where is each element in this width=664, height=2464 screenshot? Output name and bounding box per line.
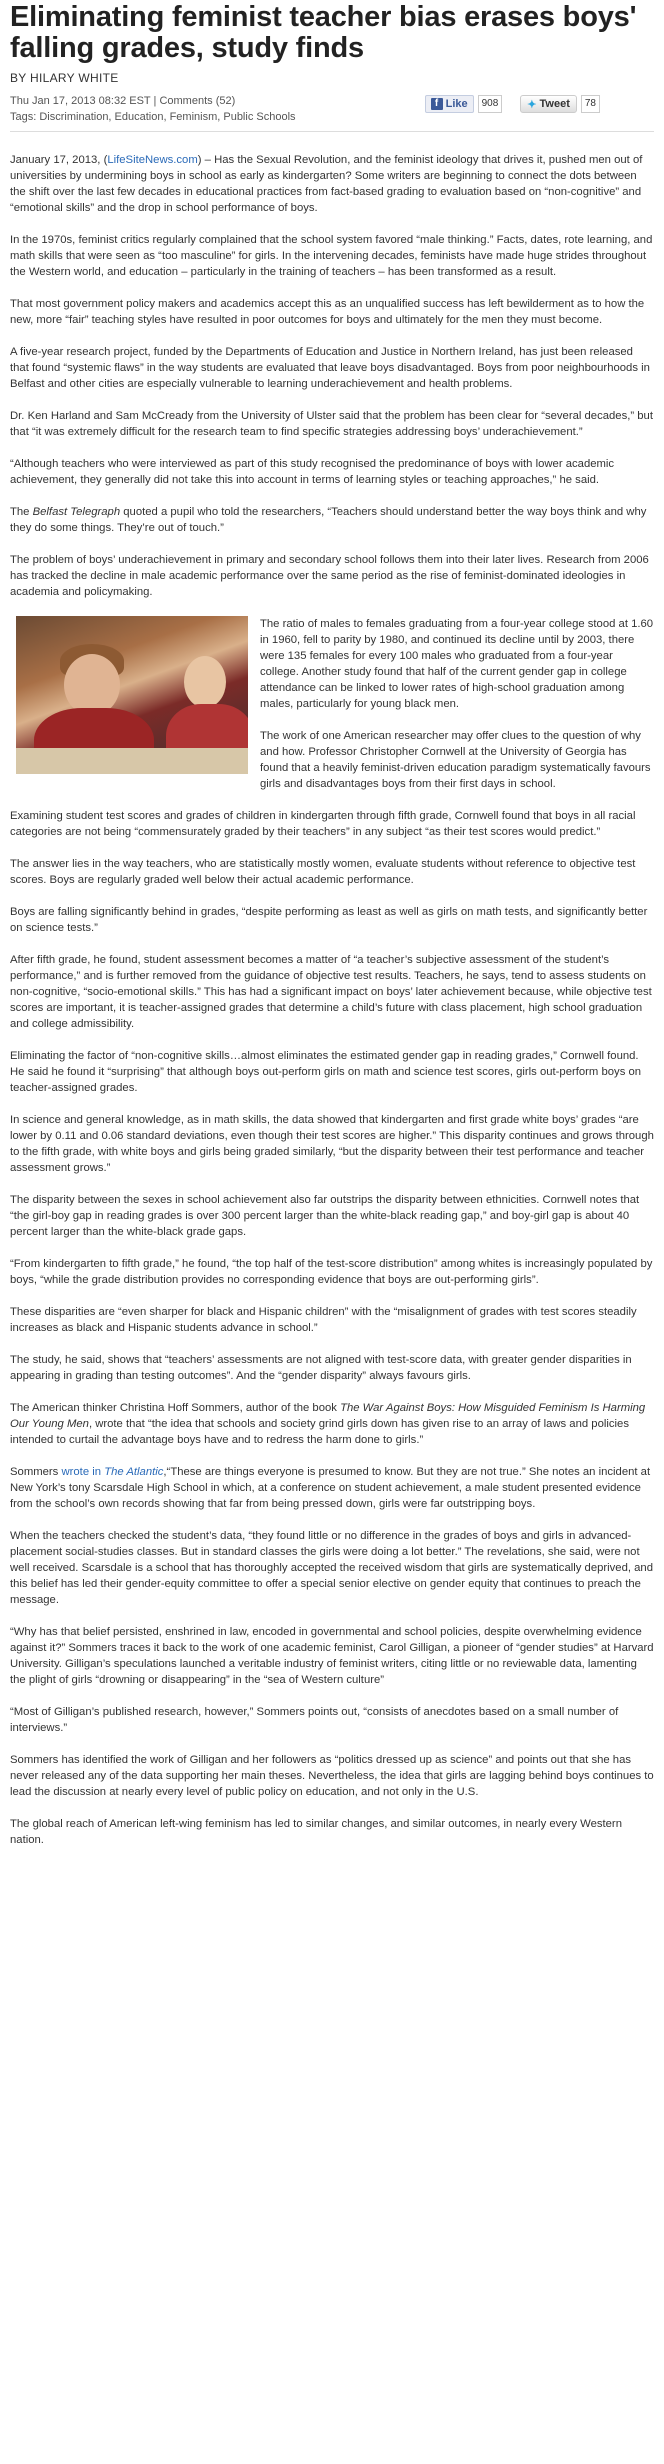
paragraph-14: After fifth grade, he found, student assessment becomes a matter of “a teacher’s subjective assessment of the student’s performance,” and is further removed from the guidance of objective test results. Teachers, he says, tend to assess students on non-cognitive, “socio-emotional skills.” This has had a significant impact on boys’ later achievement because, while objective test scores are important, it is teacher-assigned grades that determine a child’s future with class placement, high school graduation and college admissibility. [10, 954, 652, 1030]
paragraph-16: In science and general knowledge, as in math skills, the data showed that kindergarten and first grade white boys’ grades “are lower by 0.11 and 0.06 standard deviations, even though their test scores are higher.” This disparity continues and grows through to the fifth grade, with white boys and girls being graded similarly, “but the disparity between their test performance and teacher assessment grows.” [10, 1114, 654, 1174]
facebook-like-button[interactable] [425, 95, 474, 113]
paragraph-13: Boys are falling significantly behind in grades, “despite performing as least as well as girls on math tests, and significantly better on science tests.” [10, 906, 648, 934]
paragraph-10: The work of one American researcher may offer clues to the question of why and how. Professor Christopher Cornwell at the University of Georgia has found that a heavily feminist-driven education paradigm systematically favours girls and disadvantages boys from their first days in school. [260, 730, 651, 790]
paragraph-5: Dr. Ken Harland and Sam McCready from the University of Ulster said that the problem has been clear for “several decades,” but that “it was extremely difficult for the research team to find specific strategies addressing boys’ underachievement.” [10, 410, 653, 438]
atlantic-link-text: wrote in [61, 1466, 105, 1478]
tweet-button[interactable] [520, 95, 577, 113]
paragraph-9: The ratio of males to females graduating from a four-year college stood at 1.60 in 1960, fell to parity by 1980, and continued its decline until by 2003, there were 135 females for every 100 males who graduated from a four-year college. Another study found that half of the current gender gap in college attendance can be linked to lower rates of high-school graduation among males, particularly for young black men. [260, 618, 654, 710]
book-title: The War Against Boys: How Misguided Feminism Is Harming Our Young Men [10, 1402, 646, 1430]
classroom-photo [16, 616, 248, 774]
paragraph-19: These disparities are “even sharper for black and Hispanic children” with the “misalignment of grades with test scores steadily increases as black and Hispanic students advance in school.” [10, 1306, 637, 1334]
paragraph-17: The disparity between the sexes in school achievement also far outstrips the disparity between ethnicities. Cornwell notes that “the girl-boy gap in reading grades is over 300 percent larger than the white-black reading gap,” and boy-girl gap is about 40 percent larger than the white-black grade gaps. [10, 1194, 640, 1238]
article-title: Eliminating feminist teacher bias erases boys' falling grades, study finds [10, 1, 637, 64]
paragraph-3: That most government policy makers and academics accept this as an unqualified success has left bewilderment as to how the new, more “fair” teaching styles have resulted in poor outcomes for boys and ultimately for the men they must become. [10, 298, 645, 326]
belfast-telegraph-title: Belfast Telegraph [32, 506, 121, 518]
like-label: Like [445, 98, 468, 110]
p22-text: Sommers [10, 1466, 62, 1478]
paragraph-24: “Why has that belief persisted, enshrined in law, encoded in governmental and school policies, despite overwhelming evidence against it?” Sommers traces it back to the work of one academic feminist, Carol Gilligan, a pioneer of “gender studies” at Harvard University. Gilligan’s speculations launched a veritable industry of feminist writers, citing little or no reviewable data, lamenting the plight of girls “drowning or disappearing” in the “sea of Western culture” [10, 1626, 654, 1686]
p7-text-cont: quoted a pupil who told the researchers, “Teachers should understand better the way boys think and why they do some things. They’re out of touch.” [10, 506, 647, 534]
p21-text-cont: , wrote that “the idea that schools and society grind girls down has given rise to an array of laws and policies intended to curtail the advantage boys have and to redress the harm done to girls.” [10, 1418, 629, 1446]
paragraph-21 [10, 1400, 654, 1448]
p1-text: January 17, 2013, ( [10, 154, 108, 166]
paragraph-6: “Although teachers who were interviewed as part of this study recognised the predominance of boys with lower academic achievement, they generally did not take this into account in terms of learning styles or teaching approaches,” he said. [10, 458, 615, 486]
paragraph-23: When the teachers checked the student’s data, “they found little or no difference in the grades of boys and girls in advanced-placement social-studies classes. But in standard classes the girls were doing a lot better.” The revelations, she said, were not well received. Scarsdale is a school that has thoroughly accepted the received wisdom that girls are systematically deprived, and this belief has led their gender-equity committee to offer a special senior elective on gender equity that continues to preach the message. [10, 1530, 653, 1606]
paragraph-11: Examining student test scores and grades of children in kindergarten through fifth grade, Cornwell found that boys in all racial categories are not being “commensurately graded by their teachers” in any subject “as their test scores would predict.” [10, 810, 636, 838]
tags-list[interactable]: Discrimination, Education, Feminism, Public Schools [39, 111, 296, 123]
atlantic-link[interactable] [61, 1466, 163, 1478]
photo-shape [184, 656, 226, 708]
byline: BY HILARY WHITE [10, 71, 119, 85]
facebook-icon: f [431, 98, 443, 110]
paragraph-2: In the 1970s, feminist critics regularly complained that the school system favored “male thinking.” Facts, dates, rote learning, and math skills that were seen as “too masculine” for girls. In the intervening decades, feminists have made huge strides throughout the Western world, and education – particularly in the training of teachers – has been transformed as a result. [10, 234, 653, 278]
paragraph-8: The problem of boys’ underachievement in primary and secondary school follows them into their later lives. Research from 2006 has tracked the decline in male academic performance over the same period as the rise of feminist-dominated ideologies in academia and policymaking. [10, 554, 649, 598]
social-buttons [425, 95, 600, 113]
paragraph-26: Sommers has identified the work of Gilligan and her followers as “politics dressed up as science” and points out that she has never released any of the data supporting her main theses. Nevertheless, the idea that girls are lagging behind boys continues to lead the discussion at nearly every level of public policy on education, and not only in the U.S. [10, 1754, 654, 1798]
dateline: Thu Jan 17, 2013 08:32 EST [10, 95, 151, 107]
p21-text: The American thinker Christina Hoff Sommers, author of the book [10, 1402, 341, 1414]
p1-text-cont: ) – Has the Sexual Revolution, and the feminist ideology that drives it, pushed men out of universities by undermining boys in school as early as kindergarten? Some writers are beginning to connect the dots between the shift over the last few decades in educational practices from fact-based grading to evaluation based on “non-cognitive” and “emotional skills” and the drop in school performance of boys. [10, 154, 643, 214]
paragraph-12: The answer lies in the way teachers, who are statistically mostly women, evaluate students without reference to objective test scores. Boys are regularly graded well below their actual academic performance. [10, 858, 636, 886]
p7-text: The [10, 506, 33, 518]
meta-separator: | [153, 95, 160, 107]
photo-shape [64, 654, 120, 716]
comments-link[interactable]: Comments (52) [159, 95, 236, 107]
p22-text-cont: ,“These are things everyone is presumed to know. But they are not true.” She notes an incident at New York’s tony Scarsdale High School in which, at a conference on student achievement, a male student presented evidence from the school’s own records showing that far from being pressed down, girls were far outstripping boys. [10, 1466, 651, 1510]
paragraph-20: The study, he said, shows that “teachers’ assessments are not aligned with test-score data, with greater gender disparities in appearing in grading than testing outcomes”. And the “gender disparity” always favours girls. [10, 1354, 632, 1382]
paragraph-22 [10, 1464, 654, 1512]
divider [10, 131, 654, 132]
paragraph-27: The global reach of American left-wing feminism has led to similar changes, and similar outcomes, in nearly every Western nation. [10, 1818, 622, 1846]
twitter-bird-icon: ✦ [527, 98, 537, 111]
like-count: 908 [478, 95, 503, 113]
article-meta [10, 93, 654, 127]
tweet-count: 78 [581, 95, 600, 113]
lifesitenews-link[interactable]: LifeSiteNews.com [107, 154, 198, 166]
atlantic-title: The Atlantic [104, 1466, 164, 1478]
photo-shape [16, 748, 248, 774]
tweet-label: Tweet [539, 98, 570, 110]
paragraph-25: “Most of Gilligan’s published research, however,” Sommers points out, “consists of anecdotes based on a small number of interviews.” [10, 1706, 619, 1734]
paragraph-4: A five-year research project, funded by the Departments of Education and Justice in Northern Ireland, has just been released that found “systemic flaws” in the way students are evaluated that leave boys disadvantaged. Boys from poor neighbourhoods in Belfast and other cities are especially vulnerable to learning underachievement and health problems. [10, 346, 650, 390]
paragraph-7 [10, 504, 654, 536]
tags-label: Tags: [10, 111, 37, 123]
paragraph-15: Eliminating the factor of “non-cognitive skills…almost eliminates the estimated gender gap in reading grades,” Cornwell found. He said he found it “surprising” that although boys out-perform girls on math and science test scores, girls out-perform boys on teacher-assigned grades. [10, 1050, 642, 1094]
paragraph-1 [10, 152, 654, 216]
paragraph-18: “From kindergarten to fifth grade,” he found, “the top half of the test-score distribution” among whites is increasingly populated by boys, “while the grade distribution provides no corresponding evidence that boys are out-performing girls”. [10, 1258, 653, 1286]
